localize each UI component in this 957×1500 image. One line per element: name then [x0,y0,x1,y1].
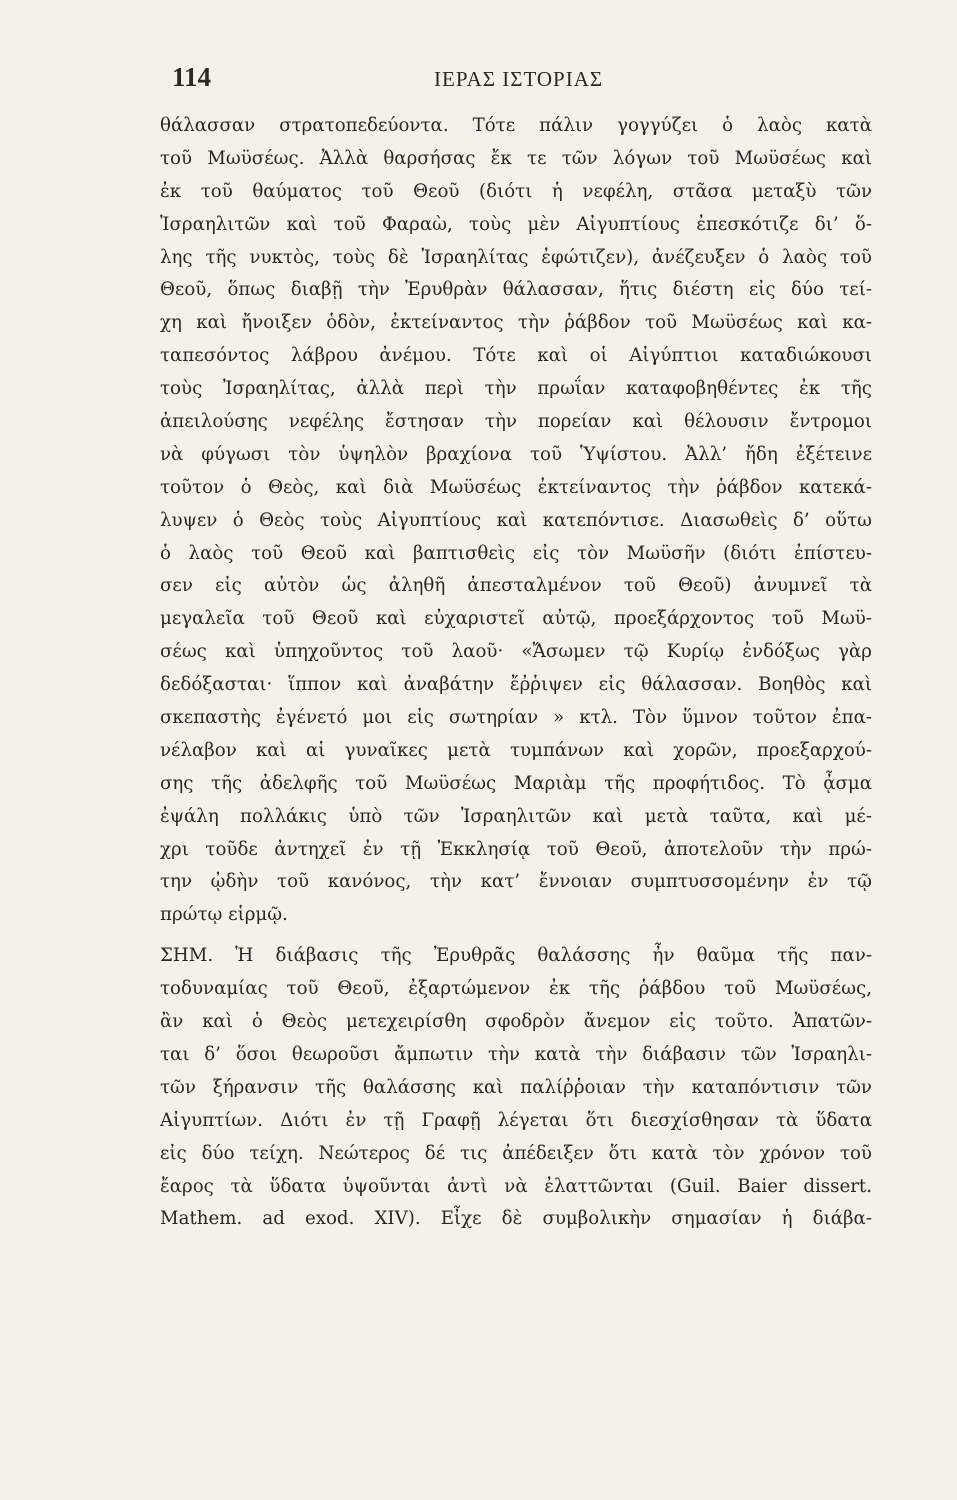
text-line: θάλασσαν στρατοπεδεύοντα. Τότε πάλιν γογγύζει ὁ λαὸς κατὰ [160,115,872,136]
note-line: εἰς δύο τείχη. Νεώτερος δέ τις ἀπέδειξεν ὅτι κατὰ τὸν χρόνον τοῦ [160,1142,872,1164]
running-head: ΙΕΡΑΣ ΙΣΤΟΡΙΑΣ [434,67,604,91]
text-line: νὰ φύγωσι τὸν ὑψηλὸν βραχίονα τοῦ Ὑψίστου. Ἀλλ’ ἤδη ἐξέτεινε [160,443,872,465]
text-line: δεδόξασται· ἵππον καὶ ἀναβάτην ἔῤῥιψεν εἰς θάλασσαν. Βοηθὸς καὶ [160,674,872,696]
text-line: την ᾠδὴν τοῦ κανόνος, τὴν κατ’ ἔννοιαν συμπτυσσομένην ἐν τῷ [160,871,872,893]
text-line: μεγαλεῖα τοῦ Θεοῦ καὶ εὐχαριστεῖ αὐτῷ, προεξάρχοντος τοῦ Μωϋ- [160,608,872,630]
text-line: λης τῆς νυκτὸς, τοὺς δὲ Ἰσραηλίτας ἐφώτιζεν), ἀνέζευξεν ὁ λαὸς τοῦ [160,246,872,268]
note-line: Mathem. ad exod. XIV). Εἶχε δὲ συμβολικὴν σημασίαν ἡ διάβα- [160,1208,872,1230]
note-line: ἔαρος τὰ ὕδατα ὑψοῦνται ἀντὶ νὰ ἐλαττῶνται (Guil. Baier dissert. [160,1175,872,1197]
text-line: ὁ λαὸς τοῦ Θεοῦ καὶ βαπτισθεὶς εἰς τὸν Μωϋσῆν (διότι ἐπίστευ- [160,542,872,564]
note-line: τῶν ξήρανσιν τῆς θαλάσσης καὶ παλίῤῥοιαν τὴν καταπόντισιν τῶν [160,1076,872,1098]
text-line: χρι τοῦδε ἀντηχεῖ ἐν τῇ Ἐκκλησίᾳ τοῦ Θεοῦ, ἀποτελοῦν τὴν πρώ- [160,838,872,860]
text-line: λυψεν ὁ Θεὸς τοὺς Αἰγυπτίους καὶ κατεπόντισε. Διασωθεὶς δ’ οὕτω [160,509,872,531]
note-separator [160,932,872,940]
main-text [160,110,872,1236]
note-line: ται δ’ ὅσοι θεωροῦσι ἄμπωτιν τὴν κατὰ τὴν διάβασιν τῶν Ἰσραηλι- [160,1043,872,1065]
text-line: ταπεσόντος λάβρου ἀνέμου. Τότε καὶ οἱ Αἰγύπτιοι καταδιώκουσι [160,345,872,367]
note-line: Αἰγυπτίων. Διότι ἐν τῇ Γραφῇ λέγεται ὅτι διεσχίσθησαν τὰ ὕδατα [160,1109,872,1131]
text-line: χη καὶ ἤνοιξεν ὁδὸν, ἐκτείναντος τὴν ῥάβδον τοῦ Μωϋσέως καὶ κα- [160,312,872,334]
page-header [172,62,880,98]
note-line: ἂν καὶ ὁ Θεὸς μετεχειρίσθη σφοδρὸν ἄνεμον εἰς τοῦτο. Ἀπατῶν- [160,1011,872,1033]
text-line: ἀπειλούσης νεφέλης ἔστησαν τὴν πορείαν καὶ θέλουσιν ἔντρομοι [160,411,872,433]
text-line: νέλαβον καὶ αἱ γυναῖκες μετὰ τυμπάνων καὶ χορῶν, προεξαρχού- [160,739,872,761]
text-line: Ἰσραηλιτῶν καὶ τοῦ Φαραὼ, τοὺς μὲν Αἰγυπτίους ἐπεσκότιζε δι’ ὅ- [160,213,872,235]
page-number: 114 [172,62,212,92]
text-line: σέως καὶ ὑπηχοῦντος τοῦ λαοῦ· «Ἄσωμεν τῷ Κυρίῳ ἐνδόξως γὰρ [160,641,872,663]
text-line: τοὺς Ἰσραηλίτας, ἀλλὰ περὶ τὴν πρωΐαν καταφοβηθέντες ἐκ τῆς [160,378,872,400]
note-line: τοδυναμίας τοῦ Θεοῦ, ἐξαρτώμενον ἐκ τῆς ῥάβδου τοῦ Μωϋσέως, [160,978,872,1000]
text-line: τοῦ Μωϋσέως. Ἀλλὰ θαρσήσας ἔκ τε τῶν λόγων τοῦ Μωϋσέως καὶ [160,147,872,169]
text-line: σεν εἰς αὐτὸν ὡς ἀληθῆ ἀπεσταλμένον τοῦ Θεοῦ) ἀνυμνεῖ τὰ [160,575,872,597]
text-line: τοῦτον ὁ Θεὸς, καὶ διὰ Μωϋσέως ἐκτείναντος τὴν ῥάβδον κατεκά- [160,476,872,498]
text-line: Θεοῦ, ὅπως διαβῇ τὴν Ἐρυθρὰν θάλασσαν, ἥτις διέστη εἰς δύο τεί- [160,279,872,301]
note-line: ΣΗΜ. Ἡ διάβασις τῆς Ἐρυθρᾶς θαλάσσης ἦν θαῦμα τῆς παν- [160,945,872,967]
text-line: ἐκ τοῦ θαύματος τοῦ Θεοῦ (διότι ἡ νεφέλη, στᾶσα μεταξὺ τῶν [160,180,872,202]
text-line: σης τῆς ἀδελφῆς τοῦ Μωϋσέως Μαριὰμ τῆς προφήτιδος. Τὸ ᾆσμα [160,772,872,794]
text-line: ἐψάλη πολλάκις ὑπὸ τῶν Ἰσραηλιτῶν καὶ μετὰ ταῦτα, καὶ μέ- [160,805,872,827]
text-line: σκεπαστὴς ἐγένετό μοι εἰς σωτηρίαν » κτλ. Τὸν ὕμνον τοῦτον ἐπα- [160,707,872,729]
text-line: πρώτῳ εἱρμῷ. [160,904,288,926]
